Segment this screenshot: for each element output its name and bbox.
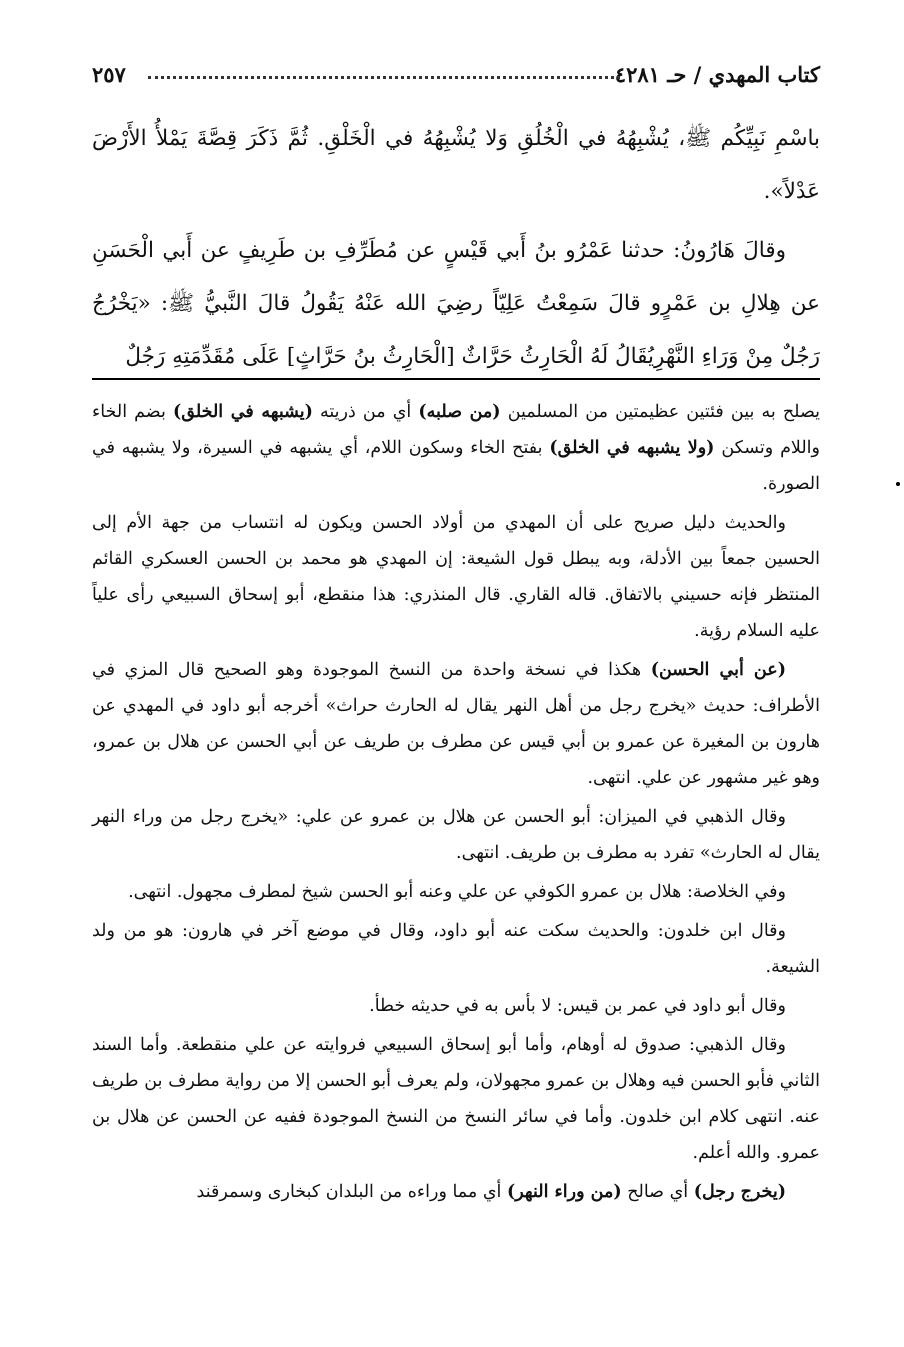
note-lemma: (من وراء النهر) bbox=[506, 1182, 622, 1202]
note-paragraph-4: وقال الذهبي في الميزان: أبو الحسن عن هلال بن عمرو عن علي: «يخرج رجل من وراء النهر يقال له الحارث» تفرد به مطرف بن طريف. انتهى. bbox=[92, 807, 820, 863]
note-lemma: (يشبهه في الخلق) bbox=[172, 402, 313, 422]
dotted-leader bbox=[148, 76, 620, 79]
page-header bbox=[92, 62, 820, 102]
note-lemma: (يخرج رجل) bbox=[693, 1182, 786, 1202]
note-text: بفتح الخاء وسكون اللام، أي يشبهه في السيرة، ولا يشبهه في الصورة. bbox=[92, 438, 820, 494]
note-text: أي من ذريته bbox=[312, 402, 419, 422]
note-lemma: (من صلبه) bbox=[418, 402, 501, 422]
note-text: هكذا في نسخة واحدة من النسخ الموجودة وهو الصحيح قال المزي في الأطراف: حديث «يخرج رجل من أهل النهر يقال له الحارث حراث» أخرجه أبو داود في المهدي عن هارون بن المغيرة عن عمرو بن أبي قيس عن مطرف بن طريف عن أبي الحسن عن هلال بن عمرو، وهو غير مشهور عن علي. انتهى. bbox=[92, 660, 820, 788]
running-title: كتاب المهدي / حـ ٤٢٨١ bbox=[614, 62, 820, 87]
page-number: ٢٥٧ bbox=[92, 62, 126, 87]
footnote-separator bbox=[92, 378, 820, 380]
commentary-notes bbox=[92, 394, 820, 1213]
hadith-paragraph-2: وقالَ هَارُونُ: حدثنا عَمْرُو بنُ أَبي قَيْسٍ عن مُطَرِّفِ بن طَرِيفٍ عن أَبي الْحَسَنِ عن هِلالِ بن عَمْرٍو قالَ سَمِعْتُ عَلِيّاً رضِيَ الله عَنْهُ يَقُولُ قالَ النَّبيُّ ﷺ: «يَخْرُجُ رَجُلٌ مِنْ وَرَاءِ النَّهْرِيُقَالُ لَهُ الْحَارِثُ حَرَّاثٌ [الْحَارِثُ بنُ حَرَّاثٍ] عَلَى مُقَدِّمَتِهِ رَجُلٌ bbox=[92, 238, 820, 369]
note-paragraph-5: وفي الخلاصة: هلال بن عمرو الكوفي عن علي وعنه أبو الحسن شيخ لمطرف مجهول. انتهى. bbox=[128, 882, 786, 902]
note-lemma: (عن أبي الحسن) bbox=[650, 660, 786, 680]
note-lemma: (ولا يشبهه في الخلق) bbox=[549, 438, 715, 458]
note-paragraph-7: وقال أبو داود في عمر بن قيس: لا بأس به في حديثه خطأ. bbox=[369, 996, 786, 1016]
note-text: بضم الخاء واللام وتسكن bbox=[92, 402, 820, 458]
note-text: أي صالح bbox=[621, 1182, 694, 1202]
margin-mark bbox=[896, 482, 900, 486]
note-paragraph-2: والحديث دليل صريح على أن المهدي من أولاد الحسن ويكون له انتساب من جهة الأم إلى الحسين جمعاً بين الأدلة، وبه يبطل قول الشيعة: إن المهدي هو محمد بن الحسن العسكري القائم المنتظر فإنه حسيني بالاتفاق. قاله القاري. قال المنذري: هذا منقطع، أبو إسحاق السبيعي رأى علياً عليه السلام رؤية. bbox=[92, 513, 820, 641]
note-paragraph-3 bbox=[92, 652, 820, 796]
hadith-text bbox=[92, 112, 820, 383]
note-paragraph-9 bbox=[92, 1174, 820, 1210]
note-text: يصلح به بين فئتين عظيمتين من المسلمين bbox=[500, 402, 820, 422]
note-paragraph-1 bbox=[92, 394, 820, 502]
note-paragraph-6: وقال ابن خلدون: والحديث سكت عنه أبو داود، وقال في موضع آخر في هارون: هو من ولد الشيعة. bbox=[92, 921, 820, 977]
note-text: أي مما وراءه من البلدان كبخارى وسمرقند bbox=[196, 1182, 507, 1202]
note-paragraph-8: وقال الذهبي: صدوق له أوهام، وأما أبو إسحاق السبيعي فروايته عن علي منقطعة. وأما السند الثاني فأبو الحسن فيه وهلال بن عمرو مجهولان، ولم يعرف أبو الحسن إلا من رواية مطرف بن طريف عنه. انتهى كلام ابن خلدون. وأما في سائر النسخ من النسخ الموجودة ففيه عن الحسن عن هلال بن عمرو. والله أعلم. bbox=[92, 1035, 820, 1163]
hadith-paragraph-1: باسْمِ نَبِيِّكُم ﷺ، يُشْبِهُهُ في الْخُلُقِ وَلا يُشْبِهُهُ في الْخَلْقِ. ثُمَّ ذَكَرَ قِصَّةَ يَمْلأُ الأَرْضَ عَدْلاً». bbox=[92, 126, 820, 204]
